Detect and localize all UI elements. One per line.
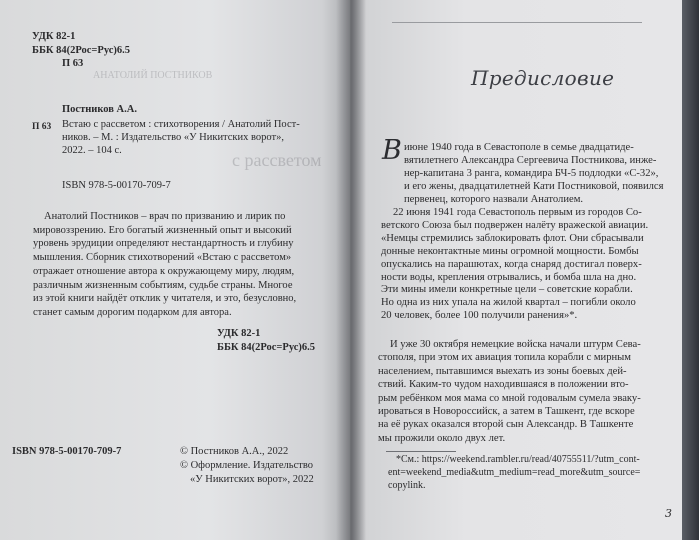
footnote <box>388 453 640 492</box>
annotation-line: из этой книги найдёт отклик у читателя, и это, безусловно, <box>33 293 297 305</box>
catalog-description <box>62 118 300 157</box>
catalog-isbn: ISBN 978-5-00170-709-7 <box>62 180 171 191</box>
annotation-line: Анатолий Постников – врач по призванию и лирик по <box>44 211 286 222</box>
paragraph-line: опускались на парашютах, когда снаряд достигал поверх- <box>381 258 642 270</box>
copyright-author: © Постников А.А., 2022 <box>180 446 289 457</box>
paragraph-line: «Немцы стремились заблокировать флот. Они сбрасывали <box>381 232 644 244</box>
paragraph-line: мы прожили около двух лет. <box>378 432 506 444</box>
paragraph-line: И уже 30 октября немецкие войска начали штурм Сева- <box>390 339 641 350</box>
paragraph-line: ствий. Каким-то чудом находившаяся в положении вто- <box>378 379 629 391</box>
paragraph-line: 22 июня 1941 года Севастополь первым из городов Со- <box>393 207 642 218</box>
udk-code-top: УДК 82-1 <box>32 31 76 42</box>
paragraph-line: 20 человек, более 100 получили ранения»*. <box>381 310 578 322</box>
annotation-line: станет самым дорогим подарком для автора. <box>33 306 232 318</box>
annotation-line: мышления. Сборник стихотворений «Встаю с рассветом» <box>33 252 292 264</box>
page-number: 3 <box>665 507 672 520</box>
footnote-line: *См.: https://weekend.rambler.ru/read/40755511/?utm_cont- <box>396 454 640 465</box>
paragraph-line: и его жены, двадцатилетней Кати Постниковой, появился <box>404 180 664 192</box>
catalog-author: Постников А.А. <box>62 104 137 115</box>
show-through-text: АНАТОЛИЙ ПОСТНИКОВ <box>93 70 213 81</box>
paragraph-line: ироваться в Новороссийск, а затем в Ташкент, где вскоре <box>378 406 635 418</box>
paragraph-line: июне 1940 года в Севастополе в семье двадцатиде- <box>404 142 634 153</box>
footnote-line: copylink. <box>388 480 426 491</box>
preface-heading: Предисловие <box>471 66 615 90</box>
catalog-line: 2022. – 104 с. <box>62 145 122 156</box>
author-sign-top: П 63 <box>62 58 84 69</box>
catalog-sign: П 63 <box>32 122 52 132</box>
paragraph-line: первенец, которого назвали Анатолием. <box>404 193 584 205</box>
paragraph-line: рым ребёнком моя мама со мной годовалым сумела эваку- <box>378 392 641 404</box>
paragraph-line: на её руках оказался второй сын Александр. В Ташкенте <box>378 419 634 431</box>
annotation-line: мировоззрению. Его богатый жизненный опыт и высокий <box>33 224 292 236</box>
drop-cap: В <box>382 135 402 166</box>
paragraph-3 <box>378 338 641 445</box>
paragraph-line: Но одна из них упала на жилой квартал – погибли около <box>381 297 636 309</box>
paragraph-line: донные неконтактные мины огромной мощности. Бомбы <box>381 245 639 257</box>
footnote-line: ent=weekend_media&utm_medium=read_more&utm_source= <box>388 467 641 478</box>
annotation-line: отражает отношение автора к окружающему миру, людям, <box>33 265 295 277</box>
copyright-publisher: «У Никитских ворот», 2022 <box>190 474 314 485</box>
paragraph-line: ветского Союза был подвержен налёту вражеской авиации. <box>381 219 649 231</box>
paragraph-line: населением, пытавшимся выехать из зоны боевых дей- <box>378 365 627 377</box>
paragraph-2 <box>381 207 648 323</box>
bbk-code-top: ББК 84(2Рос=Рус)6.5 <box>32 45 131 56</box>
annotation <box>33 210 296 320</box>
bbk-code-bottom: ББК 84(2Рос=Рус)6.5 <box>217 342 316 353</box>
paragraph-line: вятилетнего Александра Сергеевича Постникова, инже- <box>404 154 657 166</box>
footnote-rule <box>386 451 456 452</box>
paragraph-line: Эти мины имели конкретные цели – советские корабли. <box>381 284 633 296</box>
annotation-line: различным жизненным событиям, судьбе страны. Многое <box>33 279 293 291</box>
book-gutter <box>336 0 366 540</box>
paragraph-line: нер-капитана 3 ранга, командира БЧ-5 подлодки «С-32», <box>404 167 659 179</box>
paragraph-line: стополя, при этом их авиация топила корабли с мирным <box>378 352 631 364</box>
show-through-text: с рассветом <box>232 150 322 170</box>
book-cover-edge <box>682 0 699 540</box>
annotation-line: уровень эрудиции определяют нестандартность и глубину <box>33 238 294 250</box>
paragraph-1 <box>404 142 664 207</box>
catalog-line: ников. – М. : Издательство «У Никитских ворот», <box>62 132 284 143</box>
udk-code-bottom: УДК 82-1 <box>217 328 261 339</box>
header-rule <box>392 22 642 23</box>
paragraph-line: ности воды, крепления отрывались, и бомба шла на дно. <box>381 271 637 283</box>
footer-isbn: ISBN 978-5-00170-709-7 <box>12 446 122 457</box>
copyright-design: © Оформление. Издательство <box>180 460 313 471</box>
catalog-line: Встаю с рассветом : стихотворения / Анатолий Пост- <box>62 119 300 130</box>
